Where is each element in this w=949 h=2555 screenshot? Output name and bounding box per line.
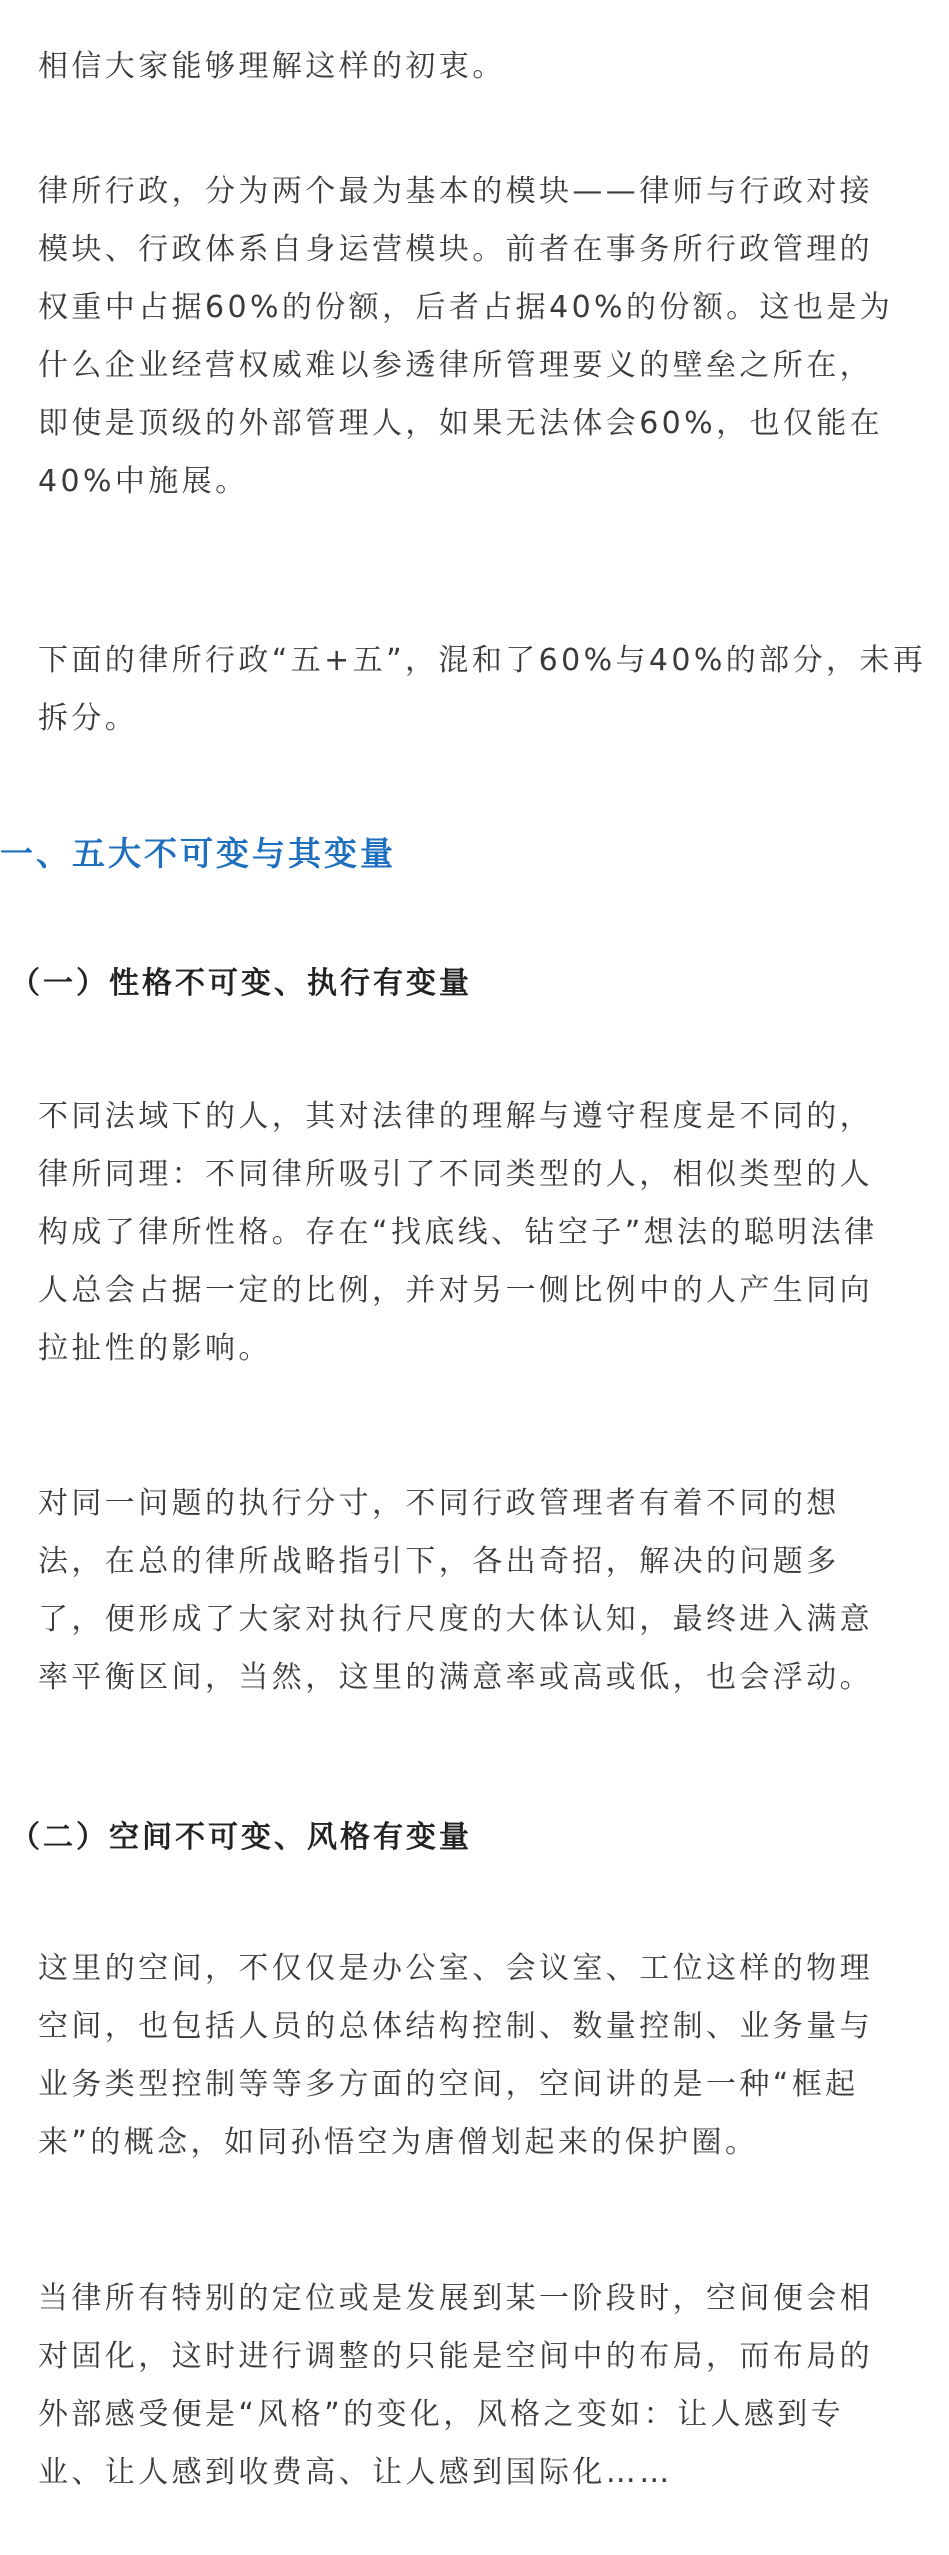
paragraph-space xyxy=(38,1940,918,2172)
text-line: 下面的律所行政“五+五”，混和了60%与40%的部分，未再 xyxy=(38,643,927,678)
text-line: 权重中占据60%的份额，后者占据40%的份额。这也是为 xyxy=(38,290,894,325)
text-line: 相信大家能够理解这样的初衷。 xyxy=(38,49,506,84)
text-line: 对同一问题的执行分寸，不同行政管理者有着不同的想 xyxy=(38,1486,840,1521)
paragraph-execution xyxy=(38,1475,918,1707)
text-line: 空间，也包括人员的总体结构控制、数量控制、业务量与 xyxy=(38,2009,873,2044)
text-line: 构成了律所性格。存在“找底线、钻空子”想法的聪明法律 xyxy=(38,1215,878,1250)
subsection-heading: （一）性格不可变、执行有变量 xyxy=(10,966,472,1001)
text-line: 当律所有特别的定位或是发展到某一阶段时，空间便会相 xyxy=(38,2281,873,2316)
text-line: 业、让人感到收费高、让人感到国际化…… xyxy=(38,2455,673,2490)
text-line: 对固化，这时进行调整的只能是空间中的布局，而布局的 xyxy=(38,2339,873,2374)
text-line: 即使是顶级的外部管理人，如果无法体会60%，也仅能在 xyxy=(38,406,884,441)
text-line: 什么企业经营权威难以参透律所管理要义的壁垒之所在， xyxy=(38,348,873,383)
paragraph-five-plus-five xyxy=(38,632,927,748)
text-line: 这里的空间，不仅仅是办公室、会议室、工位这样的物理 xyxy=(38,1951,873,1986)
text-line: 拉扯性的影响。 xyxy=(38,1331,272,1366)
text-line: 了，便形成了大家对执行尺度的大体认知，最终进入满意 xyxy=(38,1602,873,1637)
text-line: 人总会占据一定的比例，并对另一侧比例中的人产生同向 xyxy=(38,1273,873,1308)
paragraph-admin-modules xyxy=(38,163,918,511)
text-line: 40%中施展。 xyxy=(38,464,249,499)
paragraph-intro-closing xyxy=(38,38,918,96)
text-line: 外部感受便是“风格”的变化，风格之变如：让人感到专 xyxy=(38,2397,845,2432)
paragraph-character xyxy=(38,1088,918,1378)
text-line: 模块、行政体系自身运营模块。前者在事务所行政管理的 xyxy=(38,232,873,267)
text-line: 业务类型控制等等多方面的空间，空间讲的是一种“框起 xyxy=(38,2067,859,2102)
text-line: 律所同理：不同律所吸引了不同类型的人，相似类型的人 xyxy=(38,1157,873,1192)
section-heading: 一、五大不可变与其变量 xyxy=(0,834,396,873)
subsection-heading: （二）空间不可变、风格有变量 xyxy=(10,1820,472,1855)
paragraph-style xyxy=(38,2270,918,2502)
text-line: 法，在总的律所战略指引下，各出奇招，解决的问题多 xyxy=(38,1544,840,1579)
text-line: 拆分。 xyxy=(38,701,139,736)
text-line: 率平衡区间，当然，这里的满意率或高或低，也会浮动。 xyxy=(38,1660,873,1695)
text-line: 来”的概念，如同孙悟空为唐僧划起来的保护圈。 xyxy=(38,2125,759,2160)
text-line: 不同法域下的人，其对法律的理解与遵守程度是不同的， xyxy=(38,1099,873,1134)
text-line: 律所行政，分为两个最为基本的模块——律师与行政对接 xyxy=(38,174,873,209)
